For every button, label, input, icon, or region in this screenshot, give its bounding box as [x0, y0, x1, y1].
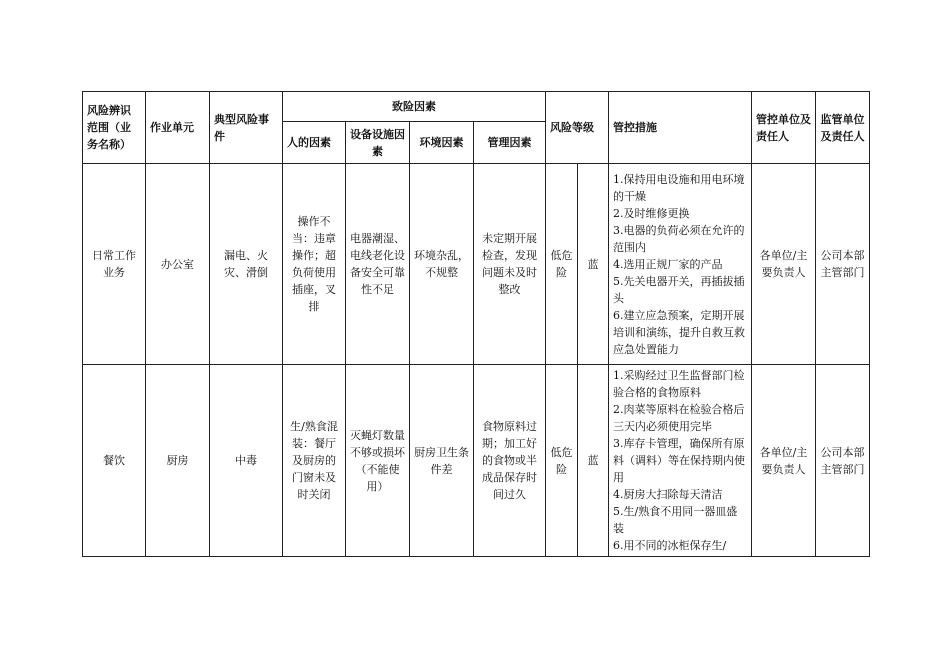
cell-human: 操作不当：违章操作；超负荷使用插座，叉排 — [283, 164, 346, 365]
measure-item: 3.电器的负荷必须在允许的范围内 — [613, 223, 745, 254]
cell-environment: 环境杂乱，不规整 — [410, 164, 474, 365]
cell-equipment: 灭蝇灯数量不够或损坏（不能使用） — [346, 365, 410, 557]
header-control-unit: 管控单位及责任人 — [752, 92, 816, 164]
cell-scope: 餐饮 — [83, 365, 146, 557]
table-row — [83, 365, 870, 557]
cell-level: 低危险 — [546, 164, 578, 365]
cell-event: 漏电、火灾、滑倒 — [210, 164, 283, 365]
header-row-1 — [83, 92, 870, 122]
measure-item: 4.选用正规厂家的产品 — [613, 257, 723, 271]
measure-item: 4.厨房大扫除每天清洁 — [613, 488, 723, 501]
cell-control-unit: 各单位/主要负责人 — [752, 365, 816, 557]
header-factors: 致险因素 — [283, 92, 546, 122]
header-equipment: 设备设施因素 — [346, 122, 410, 164]
cell-supervise-unit: 公司本部主管部门 — [816, 365, 870, 557]
cell-color: 蓝 — [578, 365, 609, 557]
measure-item: 5.先关电器开关，再插拔插头 — [613, 274, 745, 305]
cell-event: 中毒 — [210, 365, 283, 557]
table-row — [83, 164, 870, 365]
measure-item: 2.及时维修更换 — [613, 206, 690, 220]
measure-item: 1.采购经过卫生监督部门检验合格的食物原料 — [613, 369, 745, 399]
header-human: 人的因素 — [283, 122, 346, 164]
cell-unit: 办公室 — [146, 164, 210, 365]
measure-item: 3.库存卡管理，确保所有原料（调料）等在保持期内使用 — [613, 437, 745, 484]
measure-item: 6.建立应急预案，定期开展培训和演练，提升自救互救应急处置能力 — [613, 308, 745, 356]
header-management: 管理因素 — [474, 122, 546, 164]
cell-human: 生/熟食混装：餐厅及厨房的门窗未及时关闭 — [283, 365, 346, 557]
measure-item: 6.用不同的冰柜保存生/ — [613, 539, 727, 552]
cell-equipment: 电器潮湿、电线老化设备安全可靠性不足 — [346, 164, 410, 365]
header-unit: 作业单元 — [146, 92, 210, 164]
measure-item: 5.生/熟食不用同一器皿盛装 — [613, 505, 738, 535]
risk-table — [82, 91, 870, 557]
header-risk-level: 风险等级 — [546, 92, 609, 164]
cell-management: 未定期开展检查，发现问题未及时整改 — [474, 164, 546, 365]
header-measures: 管控措施 — [609, 92, 752, 164]
measure-item: 2.肉菜等原料在检验合格后三天内必须使用完毕 — [613, 403, 745, 433]
cell-unit: 厨房 — [146, 365, 210, 557]
cell-control-unit: 各单位/主要负责人 — [752, 164, 816, 365]
header-scope: 风险辨识范围（业务名称） — [83, 92, 146, 164]
header-supervise-unit: 监管单位及责任人 — [816, 92, 870, 164]
cell-measures — [609, 164, 752, 365]
cell-supervise-unit: 公司本部主管部门 — [816, 164, 870, 365]
cell-color: 蓝 — [578, 164, 609, 365]
header-environment: 环境因素 — [410, 122, 474, 164]
cell-management: 食物原料过期；加工好的食物或半成品保存时间过久 — [474, 365, 546, 557]
header-event: 典型风险事件 — [210, 92, 283, 164]
cell-scope: 日常工作业务 — [83, 164, 146, 365]
cell-environment: 厨房卫生条件差 — [410, 365, 474, 557]
cell-level: 低危险 — [546, 365, 578, 557]
measure-item: 1.保持用电设施和用电环境的干燥 — [613, 172, 745, 203]
cell-measures — [609, 365, 752, 557]
